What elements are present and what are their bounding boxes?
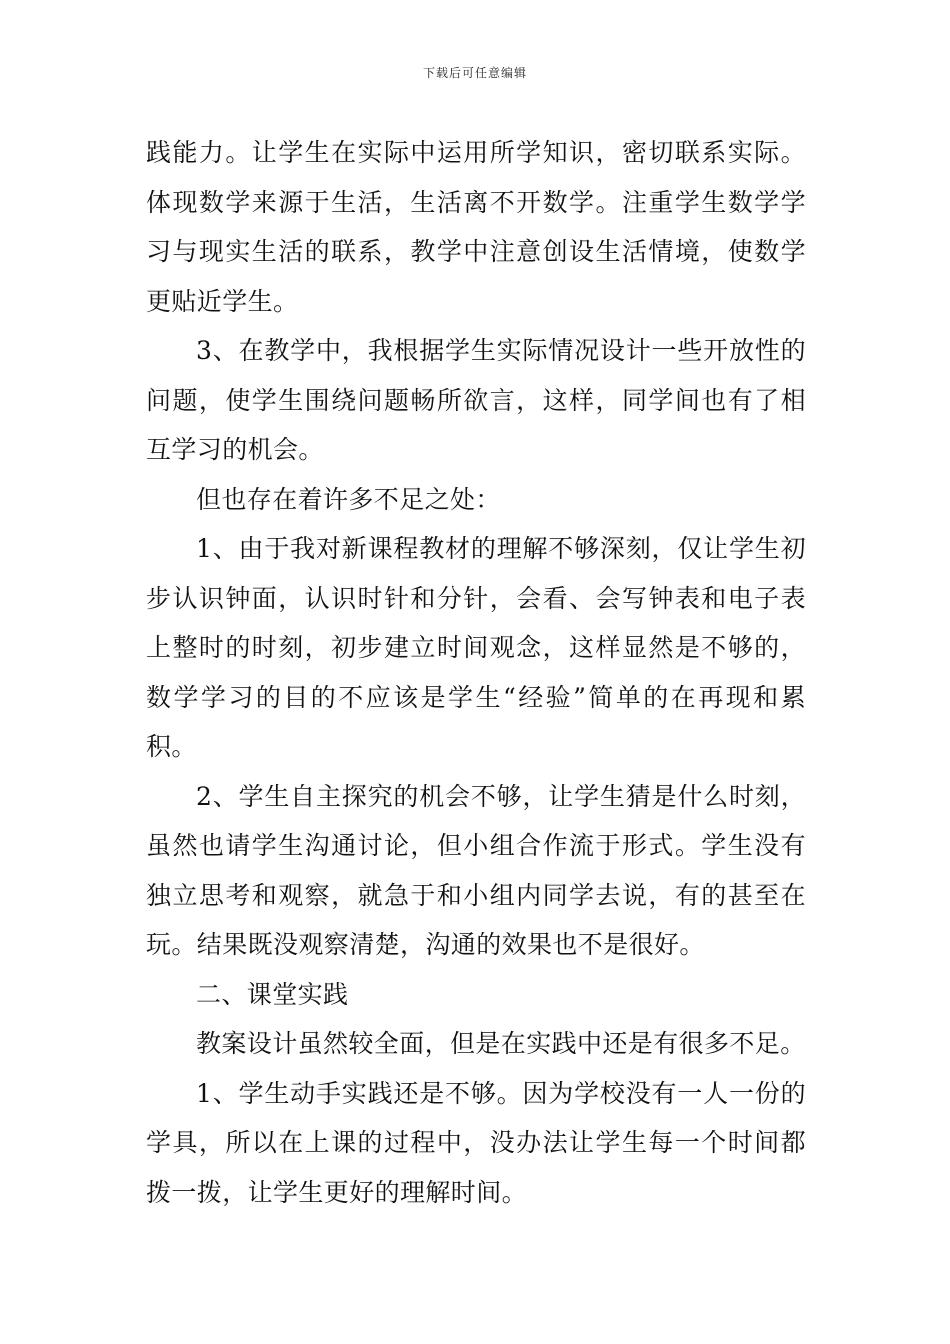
paragraph-practice-intro: 教案设计虽然较全面，但是在实践中还是有很多不足。 bbox=[196, 1029, 806, 1058]
paragraph-shortcoming-2: 2、学生自主探究的机会不够，让学生猜是什么时刻，虽然也请学生沟通讨论，但小组合作流于形式。学生没有独立思考和观察，就急于和小组内同学去说，有的甚至在玩。结果既没观察清楚，沟通的效果也不是很好。 bbox=[146, 781, 806, 959]
paragraph-practice-1: 1、学生动手实践还是不够。因为学校没有一人一份的学具，所以在上课的过程中，没办法让学生每一个时间都拨一拨，让学生更好的理解时间。 bbox=[146, 1078, 806, 1207]
paragraph-point-3: 3、在教学中，我根据学生实际情况设计一些开放性的问题，使学生围绕问题畅所欲言，这样，同学间也有了相互学习的机会。 bbox=[146, 336, 806, 464]
paragraph-shortcoming-1: 1、由于我对新课程教材的理解不够深刻，仅让学生初步认识钟面，认识时针和分针，会看、会写钟表和电子表上整时的时刻，初步建立时间观念，这样显然是不够的，数学学习的目的不应该是学生“经验”简单的在再现和累积。 bbox=[146, 534, 806, 761]
section-heading-classroom-practice: 二、课堂实践 bbox=[196, 979, 349, 1009]
document-body bbox=[146, 128, 806, 1217]
page-header: 下载后可任意编辑 bbox=[422, 66, 527, 80]
paragraph-continuation: 践能力。让学生在实际中运用所学知识，密切联系实际。体现数学来源于生活，生活离不开数学。注重学生数学学习与现实生活的联系，教学中注意创设生活情境，使数学更贴近学生。 bbox=[146, 138, 806, 316]
paragraph-shortcomings-intro: 但也存在着许多不足之处： bbox=[196, 484, 501, 514]
